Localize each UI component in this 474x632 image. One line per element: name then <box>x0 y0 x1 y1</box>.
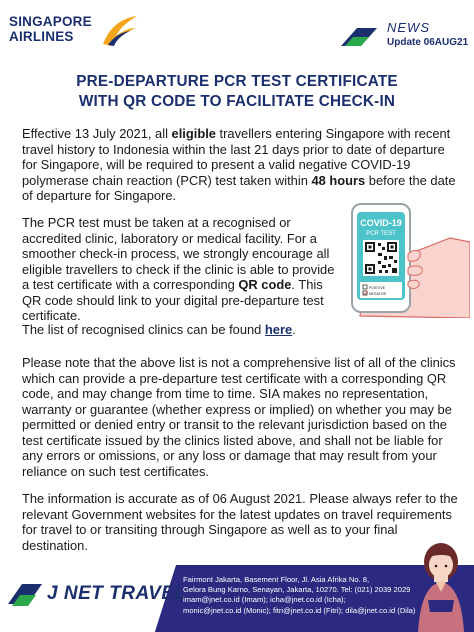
here-link[interactable]: here <box>264 322 293 337</box>
paragraph-effective-date: Effective 13 July 2021, all eligible travellers entering Singapore with recent travel history to Indonesia within the last 21 days prior to date of departure for Singapore, will be required to present a valid negative COVID-19 polymerase chain reaction (PCR) test taken within 48 hours before the date of departure for Singapore. <box>22 126 456 203</box>
phone-result-positive: POSITIVE <box>369 286 386 290</box>
footer-email-line2: monic@jnet.co.id (Monic); fitri@jnet.co.id (Fitri); dila@jnet.co.id (Dila) <box>183 605 416 615</box>
sia-bird-icon <box>100 14 140 48</box>
jnet-brand-name: J NET TRAVEL <box>47 583 187 604</box>
phone-subtitle-text: PCR TEST <box>366 231 396 237</box>
footer-email-line1: imam@jnet.co.id (Imam); icha@jnet.co.id (Icha); <box>183 595 346 605</box>
jnet-logo-icon <box>6 580 44 608</box>
footer-contact-info <box>183 575 435 616</box>
phone-title-text: COVID-19 <box>360 218 402 228</box>
paragraph-disclaimer: Please note that the above list is not a comprehensive list of all of the clinics which can provide a pre-departure test certificate with a corresponding QR code, and may change from time to time. SIA makes no representation, warranty or guarantee (whether express or implied) on whether you may be permitted or denied entry or transit to the relevant jurisdiction based on the test certificate issued by the clinics listed above, and shall not be liable for any errors or omissions, or any loss or damage that may result from your reliance on such test certificates. <box>22 355 456 479</box>
page-title: PRE-DEPARTURE PCR TEST CERTIFICATE WITH QR CODE TO FACILITATE CHECK-IN <box>76 73 398 110</box>
footer-address-line2: Gelora Bung Karno, Senayan, Jakarta, 10270. Tel: (021) 2039 2029 <box>183 585 411 595</box>
paragraph-clinic-list: The list of recognised clinics can be found here. <box>22 322 296 337</box>
news-badge <box>339 20 469 52</box>
logo-wordmark: SINGAPORE AIRLINES <box>9 14 92 44</box>
phone-result-negative: NEGATIVE <box>369 292 387 296</box>
paragraph-pcr-test: The PCR test must be taken at a recognised or accredited clinic, laboratory or medical facility. For a smoother check-in process, we strongly encourage all eligible travellers to check if the clinic is able to provide a test certificate with a corresponding QR code. This QR code should link to your digital pre-departure test certificate. <box>22 215 335 323</box>
flight-attendant-illustration <box>408 540 474 632</box>
update-date: Update 06AUG21 <box>387 37 469 48</box>
singapore-airlines-logo <box>9 14 139 54</box>
jnet-flag-icon <box>339 26 379 48</box>
phone-qr-illustration <box>330 198 470 318</box>
news-label: NEWS <box>387 20 430 35</box>
footer-address-line1: Fairmont Jakarta, Basement Floor, Jl. Asia Afrika No. 8, <box>183 575 370 584</box>
paragraph-accuracy-note: The information is accurate as of 06 August 2021. Please always refer to the relevant Government websites for the latest updates on travel requirements for travel to or transiting through Singapore as well as to your final destination. <box>22 491 458 553</box>
